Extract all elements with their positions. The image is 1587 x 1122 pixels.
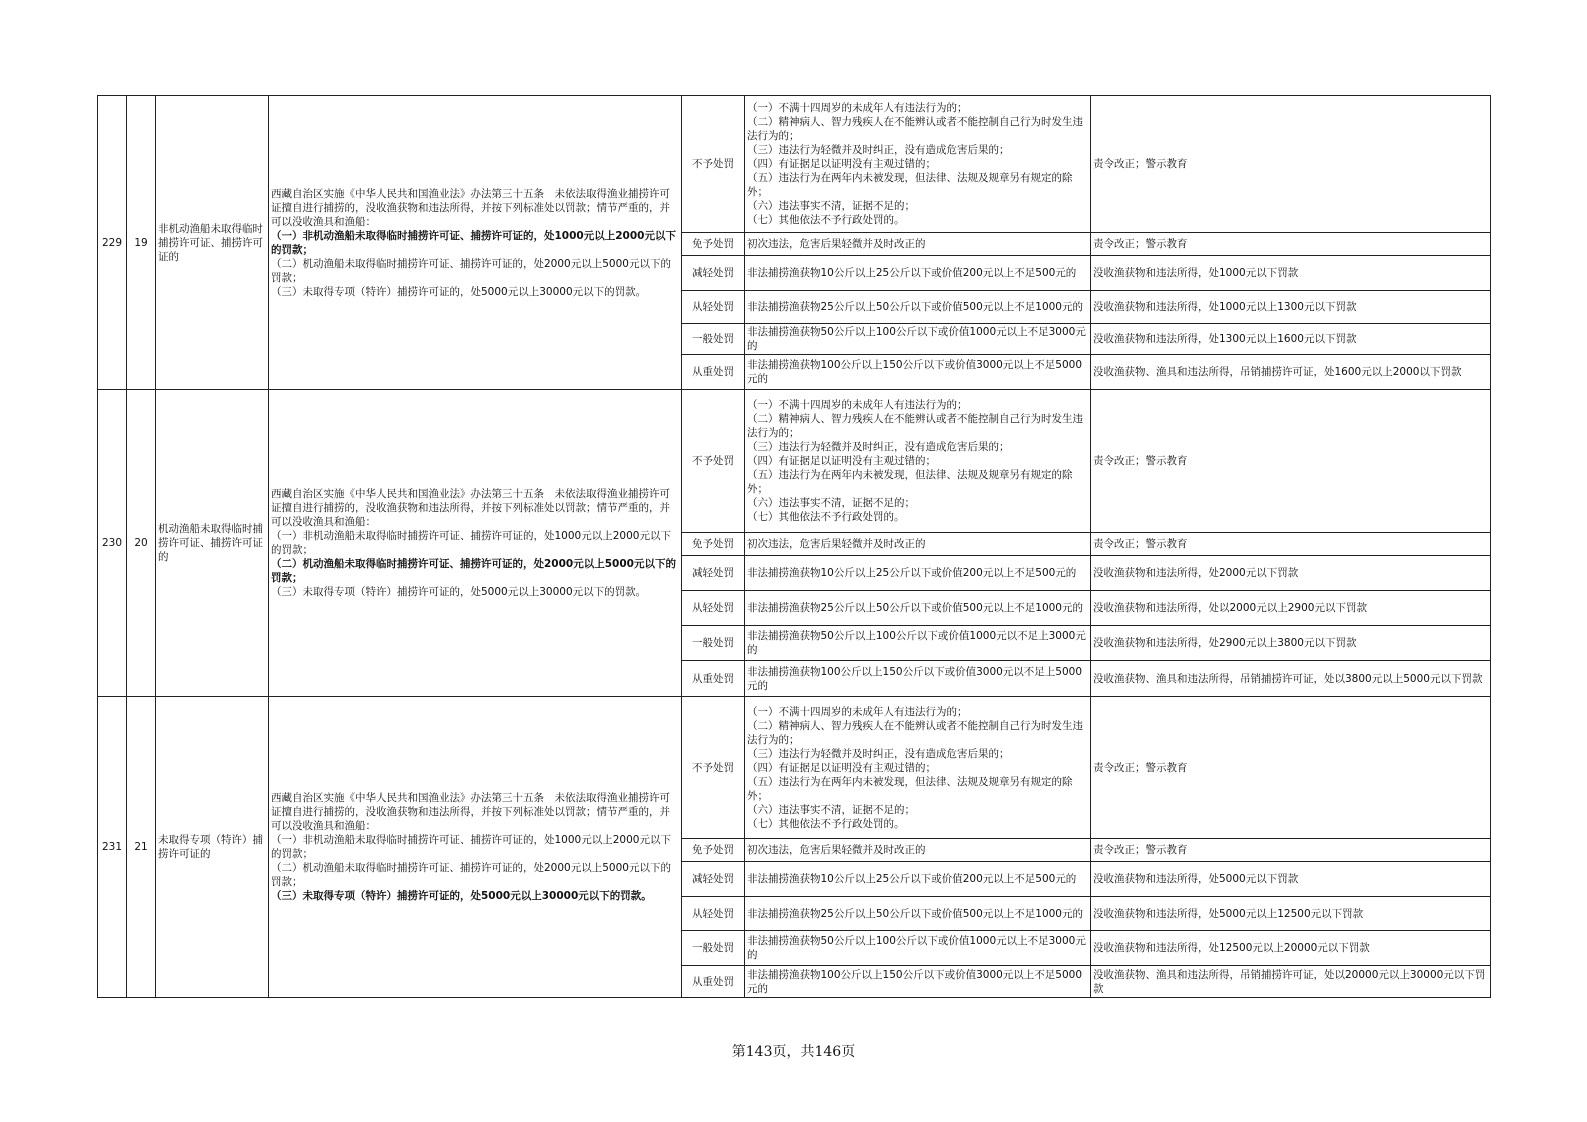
penalty-level: 减轻处罚 — [682, 862, 745, 897]
penalty-measure: 责令改正；警示教育 — [1091, 697, 1491, 839]
penalty-measure: 没收渔获物和违法所得，处5000元以上12500元以下罚款 — [1091, 897, 1491, 931]
condition-item: 非法捕捞渔获物100公斤以上150公斤以下或价值3000元以不足上5000元的 — [747, 665, 1083, 692]
condition-item: （四）有证据足以证明没有主观过错的； — [747, 455, 936, 467]
penalty-level: 从轻处罚 — [682, 897, 745, 931]
penalty-measure: 责令改正；警示教育 — [1091, 839, 1491, 862]
condition-item: （二）精神病人、智力残疾人在不能辨认或者不能控制自己行为时发生违法行为的； — [747, 719, 1083, 746]
legal-basis-clause: （三）未取得专项（特许）捕捞许可证的，处5000元以上30000元以下的罚款。 — [271, 890, 652, 902]
penalty-level: 免予处罚 — [682, 533, 745, 556]
penalty-measure: 没收渔获物和违法所得，处以2000元以上2900元以下罚款 — [1091, 591, 1491, 626]
penalty-measure: 责令改正；警示教育 — [1091, 533, 1491, 556]
penalty-measure: 责令改正；警示教育 — [1091, 390, 1491, 533]
table-row — [98, 697, 1491, 839]
penalty-measure: 没收渔获物和违法所得，处2000元以下罚款 — [1091, 556, 1491, 591]
condition-item: （五）违法行为在两年内未被发现，但法律、法规及规章另有规定的除外； — [747, 775, 1073, 802]
legal-basis-clause: （二）机动渔船未取得临时捕捞许可证、捕捞许可证的，处2000元以上5000元以下的罚款； — [271, 862, 671, 888]
penalty-level: 从重处罚 — [682, 355, 745, 390]
condition-item: （二）精神病人、智力残疾人在不能辨认或者不能控制自己行为时发生违法行为的； — [747, 116, 1083, 142]
penalty-condition — [745, 661, 1091, 697]
condition-item: 非法捕捞渔获物50公斤以上100公斤以下或价值1000元以上不足3000元的 — [747, 935, 1086, 961]
sub-number: 21 — [127, 697, 156, 998]
penalty-measure: 没收渔获物和违法所得，处1300元以上1600元以下罚款 — [1091, 324, 1491, 355]
table-row — [98, 96, 1491, 233]
legal-basis-clause: （一）非机动渔船未取得临时捕捞许可证、捕捞许可证的，处1000元以上2000元以下的罚款； — [271, 530, 671, 556]
condition-item: 非法捕捞渔获物10公斤以上25公斤以下或价值200元以上不足500元的 — [747, 873, 1077, 885]
penalty-condition — [745, 233, 1091, 256]
condition-item: 非法捕捞渔获物25公斤以上50公斤以下或价值500元以上不足1000元的 — [747, 907, 1083, 920]
legal-basis-clause: （二）机动渔船未取得临时捕捞许可证、捕捞许可证的，处2000元以上5000元以下的罚款； — [271, 257, 671, 284]
condition-item: 非法捕捞渔获物25公斤以上50公斤以下或价值500元以上不足1000元的 — [747, 301, 1083, 313]
penalty-condition — [745, 966, 1091, 998]
condition-item: 非法捕捞渔获物10公斤以上25公斤以下或价值200元以上不足500元的 — [747, 267, 1077, 279]
penalty-level: 一般处罚 — [682, 324, 745, 355]
penalty-measure: 没收渔获物和违法所得，处12500元以上20000元以下罚款 — [1091, 931, 1491, 966]
condition-item: 非法捕捞渔获物25公斤以上50公斤以下或价值500元以上不足1000元的 — [747, 602, 1083, 614]
legal-basis — [269, 697, 682, 998]
penalty-level: 一般处罚 — [682, 931, 745, 966]
penalty-level: 从重处罚 — [682, 966, 745, 998]
penalty-level: 减轻处罚 — [682, 556, 745, 591]
penalty-condition — [745, 256, 1091, 291]
condition-item: 初次违法，危害后果轻微并及时改正的 — [747, 238, 926, 250]
penalty-measure: 没收渔获物和违法所得，处2900元以上3800元以下罚款 — [1091, 626, 1491, 661]
condition-item: （一）不满十四周岁的未成年人有违法行为的； — [747, 705, 968, 718]
condition-item: （一）不满十四周岁的未成年人有违法行为的； — [747, 399, 968, 411]
sub-number: 19 — [127, 96, 156, 390]
legal-basis-clause: （一）非机动渔船未取得临时捕捞许可证、捕捞许可证的，处1000元以上2000元以下的罚款； — [271, 229, 676, 256]
penalty-measure: 责令改正；警示教育 — [1091, 233, 1491, 256]
condition-item: 初次违法，危害后果轻微并及时改正的 — [747, 538, 926, 550]
penalty-level: 从轻处罚 — [682, 291, 745, 324]
condition-item: （五）违法行为在两年内未被发现，但法律、法规及规章另有规定的除外； — [747, 172, 1073, 198]
penalty-level: 免予处罚 — [682, 839, 745, 862]
condition-item: （七）其他依法不予行政处罚的。 — [747, 214, 905, 226]
condition-item: 非法捕捞渔获物100公斤以上150公斤以下或价值3000元以上不足5000元的 — [747, 359, 1083, 385]
condition-item: （一）不满十四周岁的未成年人有违法行为的； — [747, 102, 968, 114]
seq-number: 231 — [98, 697, 127, 998]
penalty-measure: 没收渔获物、渔具和违法所得，吊销捕捞许可证，处以20000元以上30000元以下罚款 — [1091, 966, 1491, 998]
condition-item: （六）违法事实不清，证据不足的； — [747, 803, 915, 816]
penalty-measure: 没收渔获物、渔具和违法所得，吊销捕捞许可证，处1600元以上2000以下罚款 — [1091, 355, 1491, 390]
legal-basis-clause: （三）未取得专项（特许）捕捞许可证的，处5000元以上30000元以下的罚款。 — [271, 586, 647, 598]
penalty-level: 不予处罚 — [682, 697, 745, 839]
penalty-level: 从轻处罚 — [682, 591, 745, 626]
condition-item: 非法捕捞渔获物50公斤以上100公斤以下或价值1000元以上不足3000元的 — [747, 326, 1086, 352]
seq-number: 229 — [98, 96, 127, 390]
penalty-condition — [745, 862, 1091, 897]
penalty-measure: 责令改正；警示教育 — [1091, 96, 1491, 233]
legal-basis — [269, 390, 682, 697]
penalty-condition — [745, 390, 1091, 533]
condition-item: 非法捕捞渔获物10公斤以上25公斤以下或价值200元以上不足500元的 — [747, 567, 1077, 579]
violation-name: 未取得专项（特许）捕捞许可证的 — [156, 697, 269, 998]
seq-number: 230 — [98, 390, 127, 697]
legal-basis-clause: 西藏自治区实施《中华人民共和国渔业法》办法第三十五条 未依法取得渔业捕捞许可证擅自进行捕捞的，没收渔获物和违法所得，并按下列标准处以罚款；情节严重的，并可以没收渔具和渔船： — [271, 488, 670, 528]
legal-basis-clause: （一）非机动渔船未取得临时捕捞许可证、捕捞许可证的，处1000元以上2000元以下的罚款； — [271, 834, 671, 860]
penalty-condition — [745, 96, 1091, 233]
penalty-level: 免予处罚 — [682, 233, 745, 256]
condition-item: （三）违法行为轻微并及时纠正，没有造成危害后果的； — [747, 144, 1010, 156]
violation-name: 机动渔船未取得临时捕捞许可证、捕捞许可证的 — [156, 390, 269, 697]
legal-basis — [269, 96, 682, 390]
penalty-condition — [745, 626, 1091, 661]
penalty-level: 不予处罚 — [682, 390, 745, 533]
penalty-measure: 没收渔获物和违法所得，处1000元以上1300元以下罚款 — [1091, 291, 1491, 324]
penalty-condition — [745, 897, 1091, 931]
penalty-condition — [745, 533, 1091, 556]
condition-item: （四）有证据足以证明没有主观过错的； — [747, 158, 936, 170]
penalty-level: 一般处罚 — [682, 626, 745, 661]
penalty-measure: 没收渔获物和违法所得，处1000元以下罚款 — [1091, 256, 1491, 291]
penalty-level: 从重处罚 — [682, 661, 745, 697]
penalty-condition — [745, 697, 1091, 839]
condition-item: （六）违法事实不清，证据不足的； — [747, 497, 915, 509]
table-row — [98, 390, 1491, 533]
condition-item: （二）精神病人、智力残疾人在不能辨认或者不能控制自己行为时发生违法行为的； — [747, 413, 1083, 439]
legal-basis-clause: 西藏自治区实施《中华人民共和国渔业法》办法第三十五条 未依法取得渔业捕捞许可证擅自进行捕捞的，没收渔获物和违法所得，并按下列标准处以罚款；情节严重的，并可以没收渔具和渔船： — [271, 792, 670, 832]
penalty-condition — [745, 591, 1091, 626]
penalty-measure: 没收渔获物和违法所得，处5000元以下罚款 — [1091, 862, 1491, 897]
condition-item: 非法捕捞渔获物50公斤以上100公斤以下或价值1000元以不足上3000元的 — [747, 630, 1086, 656]
condition-item: （四）有证据足以证明没有主观过错的； — [747, 761, 936, 774]
sub-number: 20 — [127, 390, 156, 697]
page-footer: 第143页，共146页 — [731, 1044, 856, 1060]
condition-item: 非法捕捞渔获物100公斤以上150公斤以下或价值3000元以上不足5000元的 — [747, 968, 1083, 995]
condition-item: （七）其他依法不予行政处罚的。 — [747, 511, 905, 523]
penalty-condition — [745, 324, 1091, 355]
condition-item: 初次违法，危害后果轻微并及时改正的 — [747, 844, 926, 856]
penalty-condition — [745, 291, 1091, 324]
penalty-level: 不予处罚 — [682, 96, 745, 233]
condition-item: （三）违法行为轻微并及时纠正，没有造成危害后果的； — [747, 747, 1010, 760]
condition-item: （五）违法行为在两年内未被发现，但法律、法规及规章另有规定的除外； — [747, 469, 1073, 495]
violation-name: 非机动渔船未取得临时捕捞许可证、捕捞许可证的 — [156, 96, 269, 390]
legal-basis-clause: （三）未取得专项（特许）捕捞许可证的，处5000元以上30000元以下的罚款。 — [271, 285, 647, 298]
penalty-condition — [745, 355, 1091, 390]
legal-basis-clause: （二）机动渔船未取得临时捕捞许可证、捕捞许可证的，处2000元以上5000元以下的罚款； — [271, 558, 676, 584]
condition-item: （六）违法事实不清，证据不足的； — [747, 200, 915, 212]
legal-basis-clause: 西藏自治区实施《中华人民共和国渔业法》办法第三十五条 未依法取得渔业捕捞许可证擅自进行捕捞的，没收渔获物和违法所得，并按下列标准处以罚款；情节严重的，并可以没收渔具和渔船： — [271, 187, 670, 228]
condition-item: （三）违法行为轻微并及时纠正，没有造成危害后果的； — [747, 441, 1010, 453]
penalty-condition — [745, 839, 1091, 862]
condition-item: （七）其他依法不予行政处罚的。 — [747, 817, 905, 830]
penalty-level: 减轻处罚 — [682, 256, 745, 291]
penalty-condition — [745, 931, 1091, 966]
penalty-condition — [745, 556, 1091, 591]
penalty-table — [97, 95, 1491, 998]
penalty-measure: 没收渔获物、渔具和违法所得，吊销捕捞许可证，处以3800元以上5000元以下罚款 — [1091, 661, 1491, 697]
